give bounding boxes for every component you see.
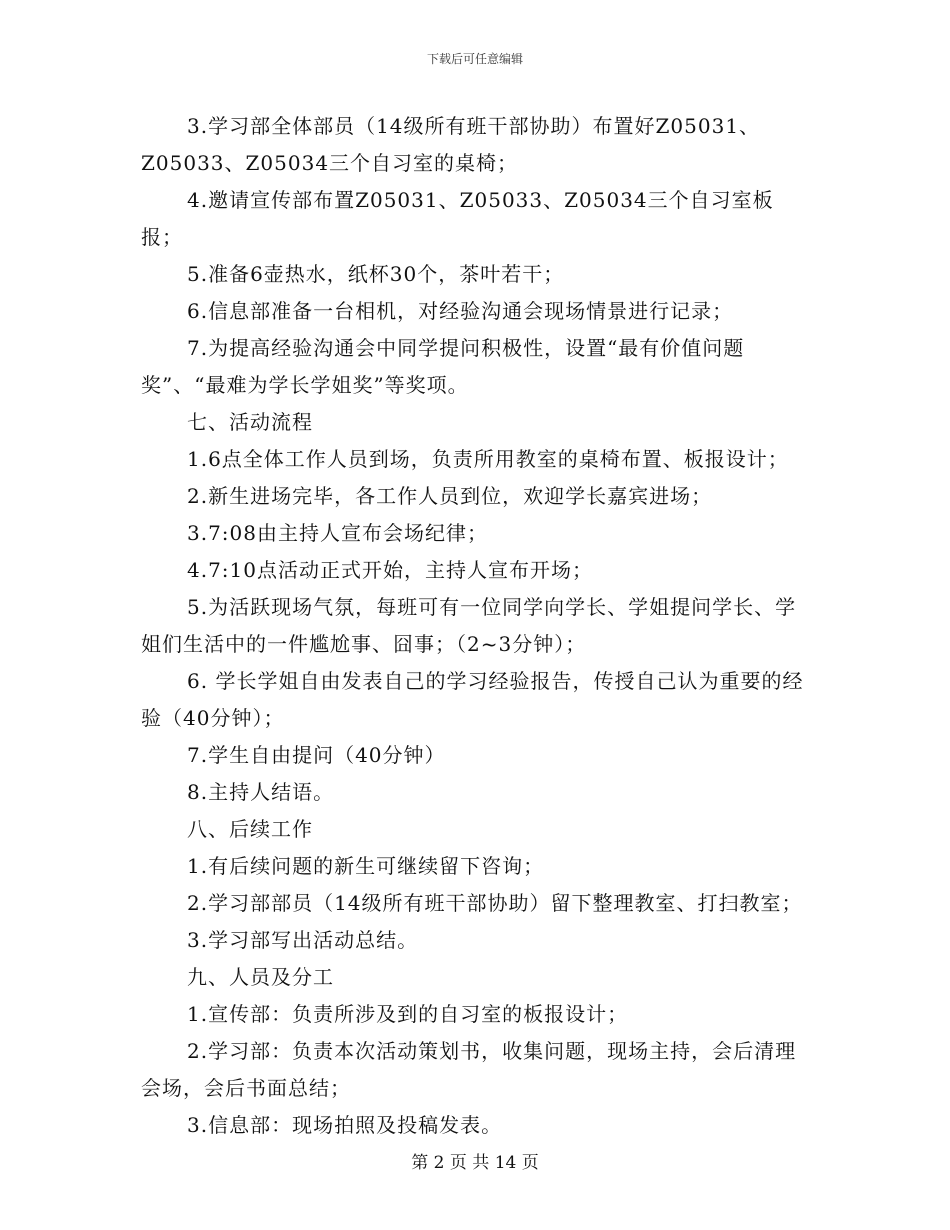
paragraph: 6. 学长学姐自由发表自己的学习经验报告，传授自己认为重要的经验（40分钟）； [141,669,804,730]
section-heading: 七、活动流程 [187,410,313,434]
paragraph: 1.宣传部：负责所涉及到的自习室的板报设计； [187,1002,629,1026]
paragraph: 3.信息部：现场拍照及投稿发表。 [187,1113,503,1137]
paragraph: 5.为活跃现场气氛，每班可有一位同学向学长、学姐提问学长、学姐们生活中的一件尴尬事、囧事；（2~3分钟）； [141,595,797,656]
page-footer: 第 2 页 共 14 页 [411,1153,539,1173]
page-header: 下载后可任意编辑 [426,52,523,66]
document-body [141,108,813,1144]
paragraph: 2.新生进场完毕，各工作人员到位，欢迎学长嘉宾进场； [187,484,713,508]
paragraph: 3.7:08由主持人宣布会场纪律； [187,521,488,545]
paragraph: 6.信息部准备一台相机，对经验沟通会现场情景进行记录； [187,299,734,323]
paragraph: 5.准备6壶热水，纸杯30个，茶叶若干； [187,262,565,286]
paragraph: 3.学习部写出活动总结。 [187,928,419,952]
paragraph: 8.主持人结语。 [187,780,335,804]
paragraph: 2.学习部部员（14级所有班干部协助）留下整理教室、打扫教室； [187,891,803,915]
section-heading: 九、人员及分工 [187,965,334,989]
paragraph: 4.邀请宣传部布置Z05031、Z05033、Z05034三个自习室板报； [141,188,774,249]
paragraph: 7.为提高经验沟通会中同学提问积极性，设置“最有价值问题奖”、“最难为学长学姐奖”等奖项。 [141,336,745,397]
paragraph: 2.学习部：负责本次活动策划书，收集问题，现场主持，会后清理会场，会后书面总结； [141,1039,797,1100]
paragraph: 1.6点全体工作人员到场，负责所用教室的桌椅布置、板报设计； [187,447,789,471]
paragraph: 3.学习部全体部员（14级所有班干部协助）布置好Z05031、Z05033、Z05034三个自习室的桌椅； [141,114,761,175]
section-heading: 八、后续工作 [187,817,313,841]
paragraph: 1.有后续问题的新生可继续留下咨询； [187,854,545,878]
paragraph: 4.7:10点活动正式开始，主持人宣布开场； [187,558,593,582]
paragraph: 7.学生自由提问（40分钟） [187,743,446,767]
